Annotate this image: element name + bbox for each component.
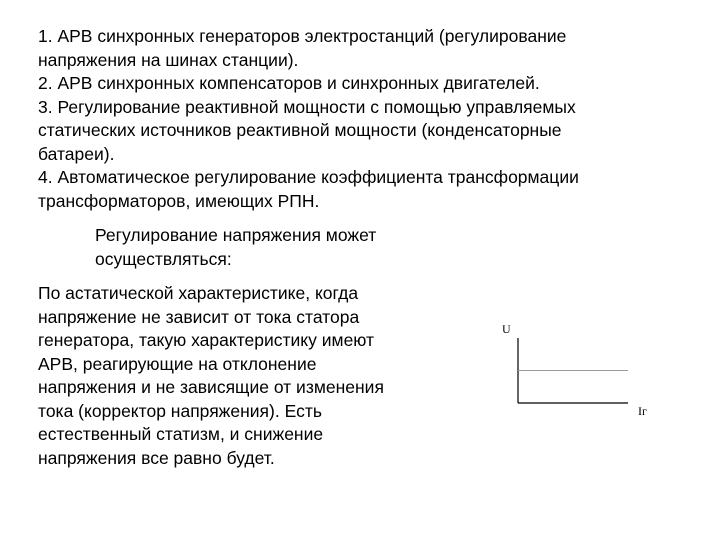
list-item-line: батареи). [38,143,115,164]
list-item-1 [38,25,678,72]
x-axis-label: Iг [638,404,647,418]
paragraph-line: АРВ, реагирующие на отклонение [38,353,317,374]
list-item-4 [38,166,678,213]
list-item-line: статических источников реактивной мощности (конденсаторные [38,120,562,140]
paragraph-line: тока (корректор напряжения). Есть [38,400,322,421]
list-item-line: 2. АРВ синхронных компенсаторов и синхронных двигателей. [38,73,540,93]
paragraph-line: напряжения и не зависящие от изменения [38,377,384,397]
paragraph-line: По астатической характеристике, когда [38,283,359,303]
list-item-line: 3. Регулирование реактивной мощности с помощью управляемых [38,96,576,117]
list-item-line: напряжения на шинах станции). [38,49,299,70]
list-item-line: трансформаторов, имеющих РПН. [38,190,320,211]
list-item-2 [38,72,678,96]
paragraph-line: напряжения все равно будет. [38,447,275,468]
list-item-line: 1. АРВ синхронных генераторов электростанций (регулирование [38,26,567,46]
subheading [95,224,455,271]
subheading-line: осуществляться: [95,248,232,269]
list-item-line: 4. Автоматическое регулирование коэффициента трансформации [38,167,579,187]
paragraph-line: генератора, такую характеристику имеют [38,330,375,350]
list-item-3 [38,96,678,167]
subheading-line: Регулирование напряжения может [95,225,377,245]
y-axis-label: U [502,322,511,336]
numbered-list [38,25,678,213]
voltage-characteristic-graph [490,318,660,428]
paragraph-line: естественный статизм, и снижение [38,424,324,444]
paragraph-line: напряжение не зависит от тока статора [38,306,360,327]
description-paragraph [38,282,478,470]
